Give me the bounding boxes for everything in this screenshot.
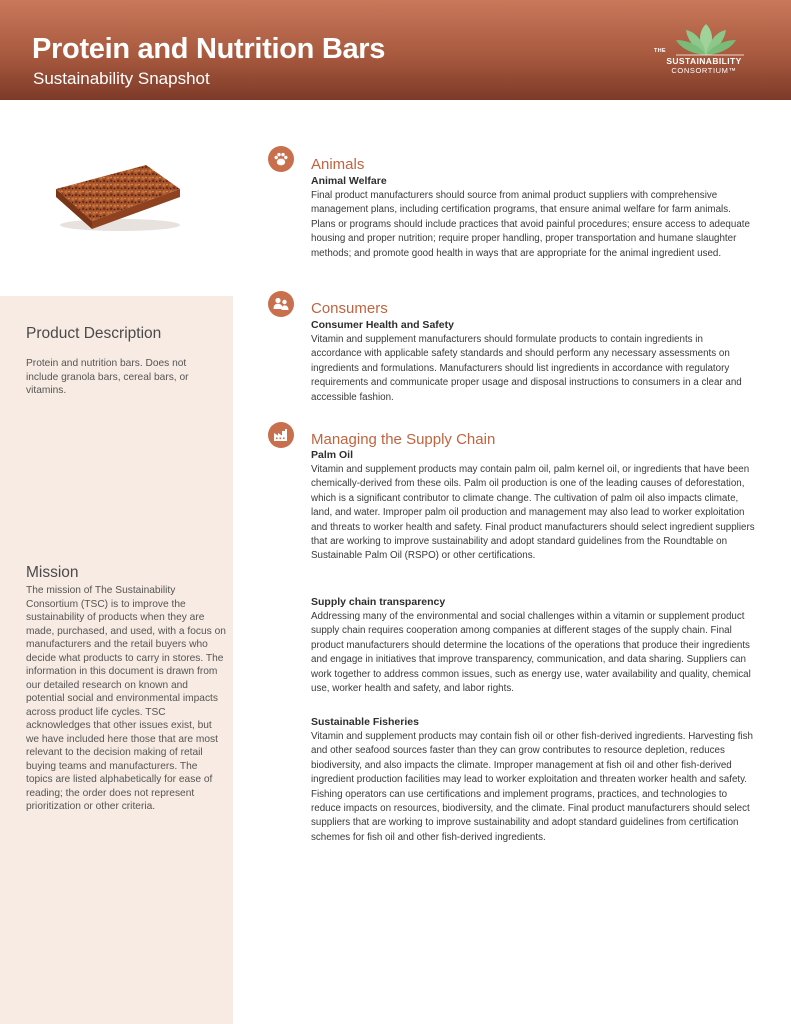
- page-subtitle: Sustainability Snapshot: [33, 69, 210, 88]
- logo-the-text: THE: [654, 48, 666, 54]
- page-header: [0, 0, 791, 100]
- protein-bar-image: [50, 155, 185, 233]
- sidebar-panel: [0, 296, 233, 1024]
- subtitle-animal-welfare: Animal Welfare: [311, 175, 387, 187]
- logo-sub-text: CONSORTIUM™: [671, 66, 737, 75]
- paragraph-sustainable-fisheries: Vitamin and supplement products may contain fish oil or other fish-derived ingredients. Harvesting fish and other seafood sources faster than they can grow contributes to resource depletion, reduces biodiversity, and also impacts the climate. Improper management at fish oil and other fish-derived ingredient production facilities may lead to worker exploitation and threaten worker health and safety. Fishing operators can use certifications and implement programs, practices, and technologies to reduce impacts on resources, biodiversity, and the climate. Final product manufacturers should select suppliers that are working to improve sustainability and adopt standard guidelines from certification schemes for fish oil and other fish-derived ingredients.: [311, 731, 753, 843]
- mission-text: The mission of The Sustainability Consortium (TSC) is to improve the sustainability of products when they are made, purchased, and used, with a focus on manufacturers and the retail buyers who decide what products to carry in stores. The information in this document is drawn from our detailed research on known and potential social and environmental impacts across product life cycles. TSC acknowledges that other issues exist, but we have included here those that are most relevant to the decision making of retail buying teams and manufacturers. The topics are listed alphabetically for ease of reading; the order does not represent prioritization or other criteria.: [26, 585, 226, 812]
- subtitle-supply-chain-transparency: Supply chain transparency: [311, 596, 446, 608]
- tsc-logo: [654, 22, 754, 78]
- page-title: Protein and Nutrition Bars: [32, 33, 386, 65]
- product-description-heading: Product Description: [26, 325, 162, 342]
- subtitle-sustainable-fisheries: Sustainable Fisheries: [311, 716, 419, 728]
- lotus-leaf-icon: [668, 22, 744, 56]
- product-description-text: Protein and nutrition bars. Does not include granola bars, cereal bars, or vitamins.: [26, 358, 189, 396]
- factory-icon: [268, 422, 294, 448]
- paragraph-animal-welfare: Final product manufacturers should source from animal product suppliers with comprehensive management plans, including certification programs, that ensure animal welfare for farm animals. Plans or programs should include practices that avoid painful procedures; ensure access to adequate housing and proper nutrition; require proper handling, proper transportation and humane slaughter methods; and promote good health in ways that are appropriate for the animal ingredient used.: [311, 190, 750, 259]
- subtitle-palm-oil: Palm Oil: [311, 449, 354, 461]
- paragraph-palm-oil: Vitamin and supplement products may contain palm oil, palm kernel oil, or ingredients that have been chemically-derived from these oils. Palm oil production is one of the leading causes of deforestation, which is a significant contributor to climate change. The cultivation of palm oil also impacts climate, land, and water. Improper palm oil production and management may also lead to worker exploitation and threats to worker health and safety. Final product manufacturers should select ingredient suppliers that are working to improve sustainability and adopt standard guidelines from the Roundtable on Sustainable Palm Oil (RSPO) or other certifications.: [311, 464, 755, 562]
- paragraph-consumer-health: Vitamin and supplement manufacturers should formulate products to contain ingredients in accordance with applicable safety standards and should perform any necessary assessments on ingredients and formulations. Manufacturers should list ingredients in accordance with regulatory requirements and communicate proper usage and disposal instructions to consumers in a clear and accessible fashion.: [311, 334, 742, 403]
- people-icon: [268, 291, 294, 317]
- logo-name-text: SUSTAINABILITY: [666, 56, 742, 66]
- subtitle-consumer-health: Consumer Health and Safety: [311, 319, 454, 331]
- paw-icon: [268, 146, 294, 172]
- section-title-consumers: Consumers: [311, 300, 388, 317]
- paragraph-supply-chain-transparency: Addressing many of the environmental and social challenges within a vitamin or supplement product supply chain requires cooperation among companies at different stages of the supply chain. Final product manufacturers should determine the locations of the operations that produce their ingredients and engage in initiatives that improve transparency, communication, and data sharing. Suppliers can work together to address common issues, such as energy use, water availability and quality, chemical use, worker health and safety, and labor rights.: [311, 611, 751, 695]
- section-title-animals: Animals: [311, 156, 365, 173]
- section-title-supply-chain: Managing the Supply Chain: [311, 431, 496, 448]
- mission-heading: Mission: [26, 564, 79, 581]
